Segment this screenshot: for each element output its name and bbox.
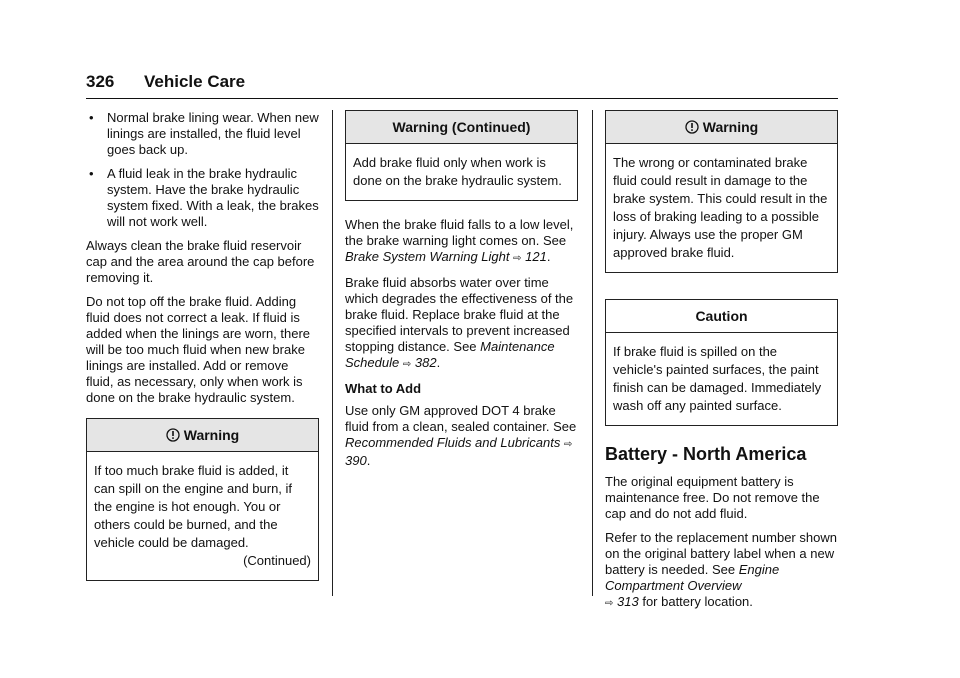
warning-continued-box: [345, 110, 578, 201]
warning-continued-title: Warning (Continued): [392, 119, 531, 135]
paragraph-battery: The original equipment battery is maintenance free. Do not remove the cap and do not add fluid.: [605, 474, 820, 521]
column-middle: [345, 110, 578, 477]
page-reference[interactable]: 390: [345, 453, 367, 468]
paragraph-what-to-add: Use only GM approved DOT 4 brake fluid from a clean, sealed container. See Recommended Fluids and Lubricants ⇨ 390.: [345, 403, 577, 468]
cross-reference-link[interactable]: Maintenance Schedule: [345, 339, 555, 370]
caution-text: If brake fluid is spilled on the vehicle's painted surfaces, the paint finish can be damaged. Immediately wash off any painted surface.: [613, 344, 822, 413]
warning-text: The wrong or contaminated brake fluid could result in damage to the brake system. This could result in the loss of braking leading to a possible injury. Always use the proper GM approved brake fluid.: [613, 155, 828, 260]
warning-continued-header: [346, 111, 577, 144]
bullet-dot: •: [89, 166, 94, 181]
warning-box: [86, 418, 319, 581]
paragraph-absorbs-water: Brake fluid absorbs water over time which degrades the effectiveness of the brake fluid. Replace brake fluid at the specified intervals to prevent increased stopping distance. See Maintenance Schedule ⇨ 382.: [345, 275, 574, 370]
list-item-text: Normal brake lining wear. When new linings are installed, the fluid level goes back up.: [107, 110, 319, 157]
warning-title: Warning: [702, 119, 759, 135]
page-reference[interactable]: 313: [617, 594, 639, 609]
list-item: [86, 110, 319, 158]
page-reference[interactable]: 382: [414, 355, 437, 370]
column-divider: [592, 110, 593, 596]
subheading-what-to-add: What to Add: [345, 381, 422, 396]
bullet-dot: •: [89, 110, 94, 125]
continued-label: (Continued): [243, 553, 311, 568]
caution-box-header: [606, 300, 837, 333]
warning-box-header: [87, 419, 318, 452]
warning-box-header: [606, 111, 837, 144]
paragraph-clean-cap: Always clean the brake fluid reservoir cap and the area around the cap before removing it.: [86, 238, 315, 285]
warning-body: [606, 144, 837, 272]
warning-text: If too much brake fluid is added, it can spill on the engine and burn, if the engine is hot enough. You or others could be burned, and the vehicle could be damaged.: [94, 463, 293, 550]
column-left: [86, 110, 319, 595]
warning-title: Warning: [183, 427, 240, 443]
caution-body: [606, 333, 837, 425]
page-reference-arrow-icon: ⇨: [605, 598, 614, 609]
caution-box: [605, 299, 838, 426]
cross-reference-link[interactable]: Brake System Warning Light: [345, 249, 510, 264]
warning-triangle-icon: [685, 113, 699, 145]
battery-section-heading: Battery - North America: [605, 444, 807, 464]
warning-box: [605, 110, 838, 273]
header-rule: [86, 98, 838, 99]
list-item: [86, 166, 319, 230]
warning-continued-body: [346, 144, 577, 200]
column-divider: [332, 110, 333, 596]
list-item-text: A fluid leak in the brake hydraulic system. Have the brake hydraulic system fixed. With a leak, the brakes will not work well.: [107, 166, 319, 229]
section-title: Vehicle Care: [144, 72, 246, 91]
caution-title: Caution: [695, 308, 748, 324]
page-reference[interactable]: 121: [525, 249, 547, 264]
page-number: 326: [86, 72, 115, 91]
warning-triangle-icon: [166, 421, 180, 453]
warning-body: [87, 452, 318, 580]
paragraph-low-level: When the brake fluid falls to a low level, the brake warning light comes on. See Brake System Warning Light ⇨ 121.: [345, 217, 574, 264]
cross-reference-link[interactable]: Recommended Fluids and Lubricants: [345, 435, 561, 450]
paragraph-top-off: Do not top off the brake fluid. Adding fluid does not correct a leak. If fluid is added when the linings are worn, there will be too much fluid when new brake linings are installed. Add or remove fluid, as necessary, only when work is done on the brake hydraulic system.: [86, 294, 311, 405]
warning-continued-text: Add brake fluid only when work is done on the brake hydraulic system.: [353, 155, 562, 188]
column-right: [605, 110, 838, 620]
page-reference-arrow-icon: ⇨: [513, 253, 522, 264]
paragraph-replacement: Refer to the replacement number shown on the original battery label when a new battery is needed. See Engine Compartment Overview ⇨ 313 for battery location.: [605, 530, 837, 609]
page-header: [86, 72, 838, 98]
page-reference-arrow-icon: ⇨: [402, 359, 412, 370]
cross-reference-link[interactable]: Engine Compartment Overview: [605, 562, 780, 593]
page-reference-arrow-icon: ⇨: [563, 439, 573, 450]
